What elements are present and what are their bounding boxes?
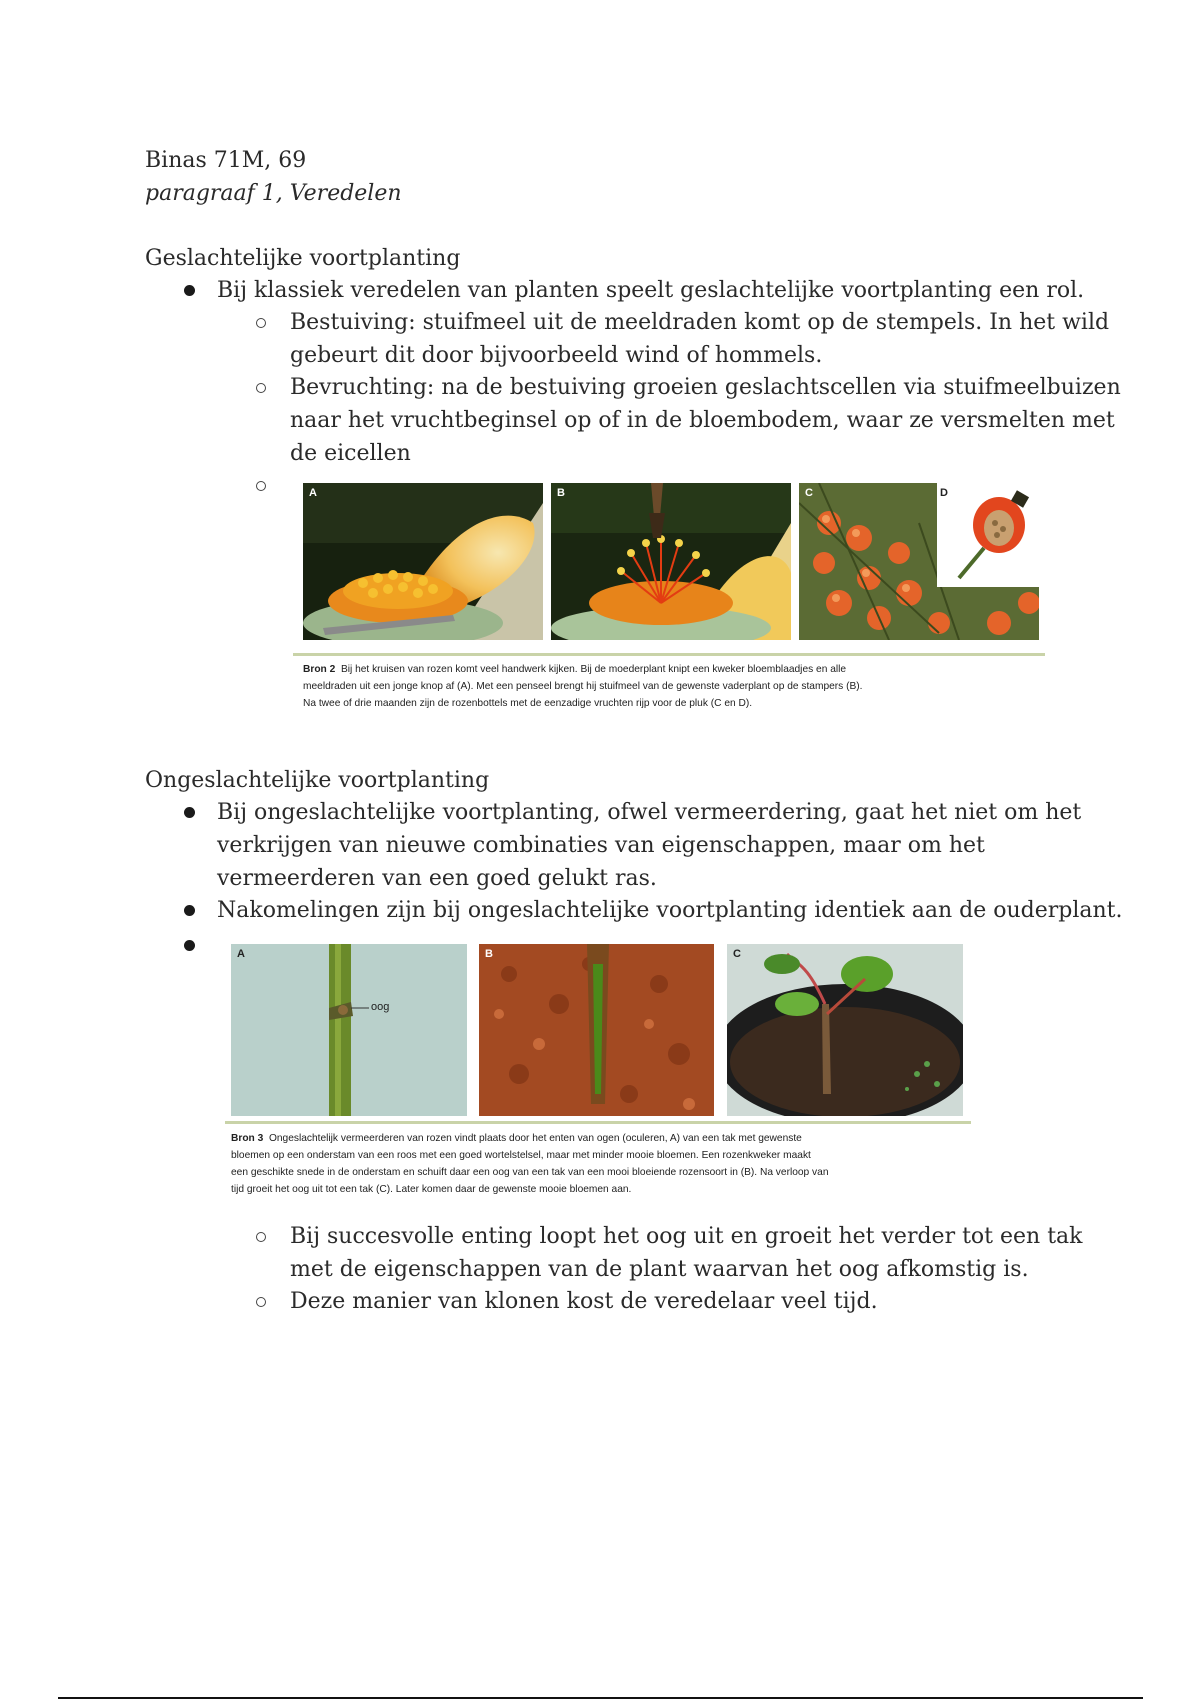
pollination-line-1: Bestuiving: stuifmeel uit de meeldraden komt op de stempels. In het wild <box>290 310 1110 335</box>
asexual-bullet-1-line-1: Bij ongeslachtelijke voortplanting, ofwel vermeerdering, gaat het niet om het <box>217 800 1082 825</box>
sub-bullet-icon <box>256 481 266 491</box>
figure-caption-bron2-line-3: Na twee of drie maanden zijn de rozenbottels met de eenzadige vruchten rijp voor de pluk (C en D). <box>303 698 753 709</box>
panel-label-d: D <box>940 487 948 499</box>
sub-bullet-icon <box>256 1232 266 1242</box>
figure-caption-bron2-line-1 <box>303 661 846 678</box>
panel-label-c: C <box>805 487 813 499</box>
asexual-bullet-2: Nakomelingen zijn bij ongeslachtelijke voortplanting identiek aan de ouderplant. <box>217 898 1123 923</box>
bullet-icon <box>184 905 195 916</box>
sub-bullet-icon <box>256 318 266 328</box>
figure-rose-cutting-a <box>303 483 543 640</box>
figure-grafting-soil-b <box>479 944 714 1116</box>
figure-caption-bron3-line-1 <box>231 1130 802 1147</box>
bullet-icon <box>184 285 195 296</box>
figure-caption-bron3-line-3: een geschikte snede in de onderstam en schuift daar een oog van een tak van een mooi bloeiende rozensoort in (B). Na verloop van <box>231 1167 829 1178</box>
page-bottom-rule <box>58 1697 1143 1699</box>
eye-label: oog <box>371 1001 390 1013</box>
bullet-icon <box>184 807 195 818</box>
panel-label-c: C <box>733 948 741 960</box>
caption-label: Bron 3 <box>231 1133 264 1144</box>
panel-label-b: B <box>557 487 565 499</box>
asexual-bullet-1-line-2: verkrijgen van nieuwe combinaties van eigenschappen, maar om het <box>217 833 985 858</box>
grafting-line-1: Bij succesvolle enting loopt het oog uit en groeit het verder tot een tak <box>290 1224 1083 1249</box>
figure-caption-bron3-line-4: tijd groeit het oog uit tot een tak (C). Later komen daar de gewenste mooie bloemen aan. <box>231 1184 632 1195</box>
caption-rule <box>225 1121 971 1124</box>
caption-rule <box>293 653 1045 656</box>
sexual-bullet-1: Bij klassiek veredelen van planten speelt geslachtelijke voortplanting een rol. <box>217 278 1085 303</box>
heading-sexual-reproduction: Geslachtelijke voortplanting <box>145 246 461 271</box>
bullet-icon <box>184 940 195 951</box>
caption-label: Bron 2 <box>303 664 336 675</box>
section-title: paragraaf 1, Veredelen <box>145 181 402 206</box>
figure-rosehips-c-d <box>799 483 1039 640</box>
asexual-bullet-1-line-3: vermeerderen van een goed gelukt ras. <box>217 866 657 891</box>
sub-bullet-icon <box>256 383 266 393</box>
caption-text: Bij het kruisen van rozen komt veel handwerk kijken. Bij de moederplant knipt een kweker bloemblaadjes en alle <box>340 664 847 675</box>
fertilization-line-2: naar het vruchtbeginsel op of in de bloembodem, waar ze versmelten met <box>290 408 1115 433</box>
figure-grafting-pot-c <box>727 944 963 1116</box>
heading-asexual-reproduction: Ongeslachtelijke voortplanting <box>145 768 490 793</box>
caption-text: Ongeslachtelijk vermeerderen van rozen vindt plaats door het enten van ogen (oculeren, A) van een tak met gewenste <box>268 1133 802 1144</box>
source-reference: Binas 71M, 69 <box>145 148 307 173</box>
fertilization-line-1: Bevruchting: na de bestuiving groeien geslachtscellen via stuifmeelbuizen <box>290 375 1121 400</box>
figure-caption-bron3-line-2: bloemen op een onderstam van een roos met een goed wortelstelsel, maar met minder mooie bloemen. Een rozenkweker maakt <box>231 1150 811 1161</box>
panel-label-a: A <box>237 948 245 960</box>
figure-grafting-eye-a <box>231 944 467 1116</box>
fertilization-line-3: de eicellen <box>290 441 411 466</box>
panel-label-b: B <box>485 948 493 960</box>
cloning-time-note: Deze manier van klonen kost de veredelaar veel tijd. <box>290 1289 878 1314</box>
pollination-line-2: gebeurt dit door bijvoorbeeld wind of hommels. <box>290 343 823 368</box>
figure-rose-brush-b <box>551 483 791 640</box>
figure-caption-bron2-line-2: meeldraden uit een jonge knop af (A). Met een penseel brengt hij stuifmeel van de gewenste vaderplant op de stampers (B). <box>303 681 863 692</box>
sub-bullet-icon <box>256 1297 266 1307</box>
grafting-line-2: met de eigenschappen van de plant waarvan het oog afkomstig is. <box>290 1257 1029 1282</box>
panel-label-a: A <box>309 487 317 499</box>
